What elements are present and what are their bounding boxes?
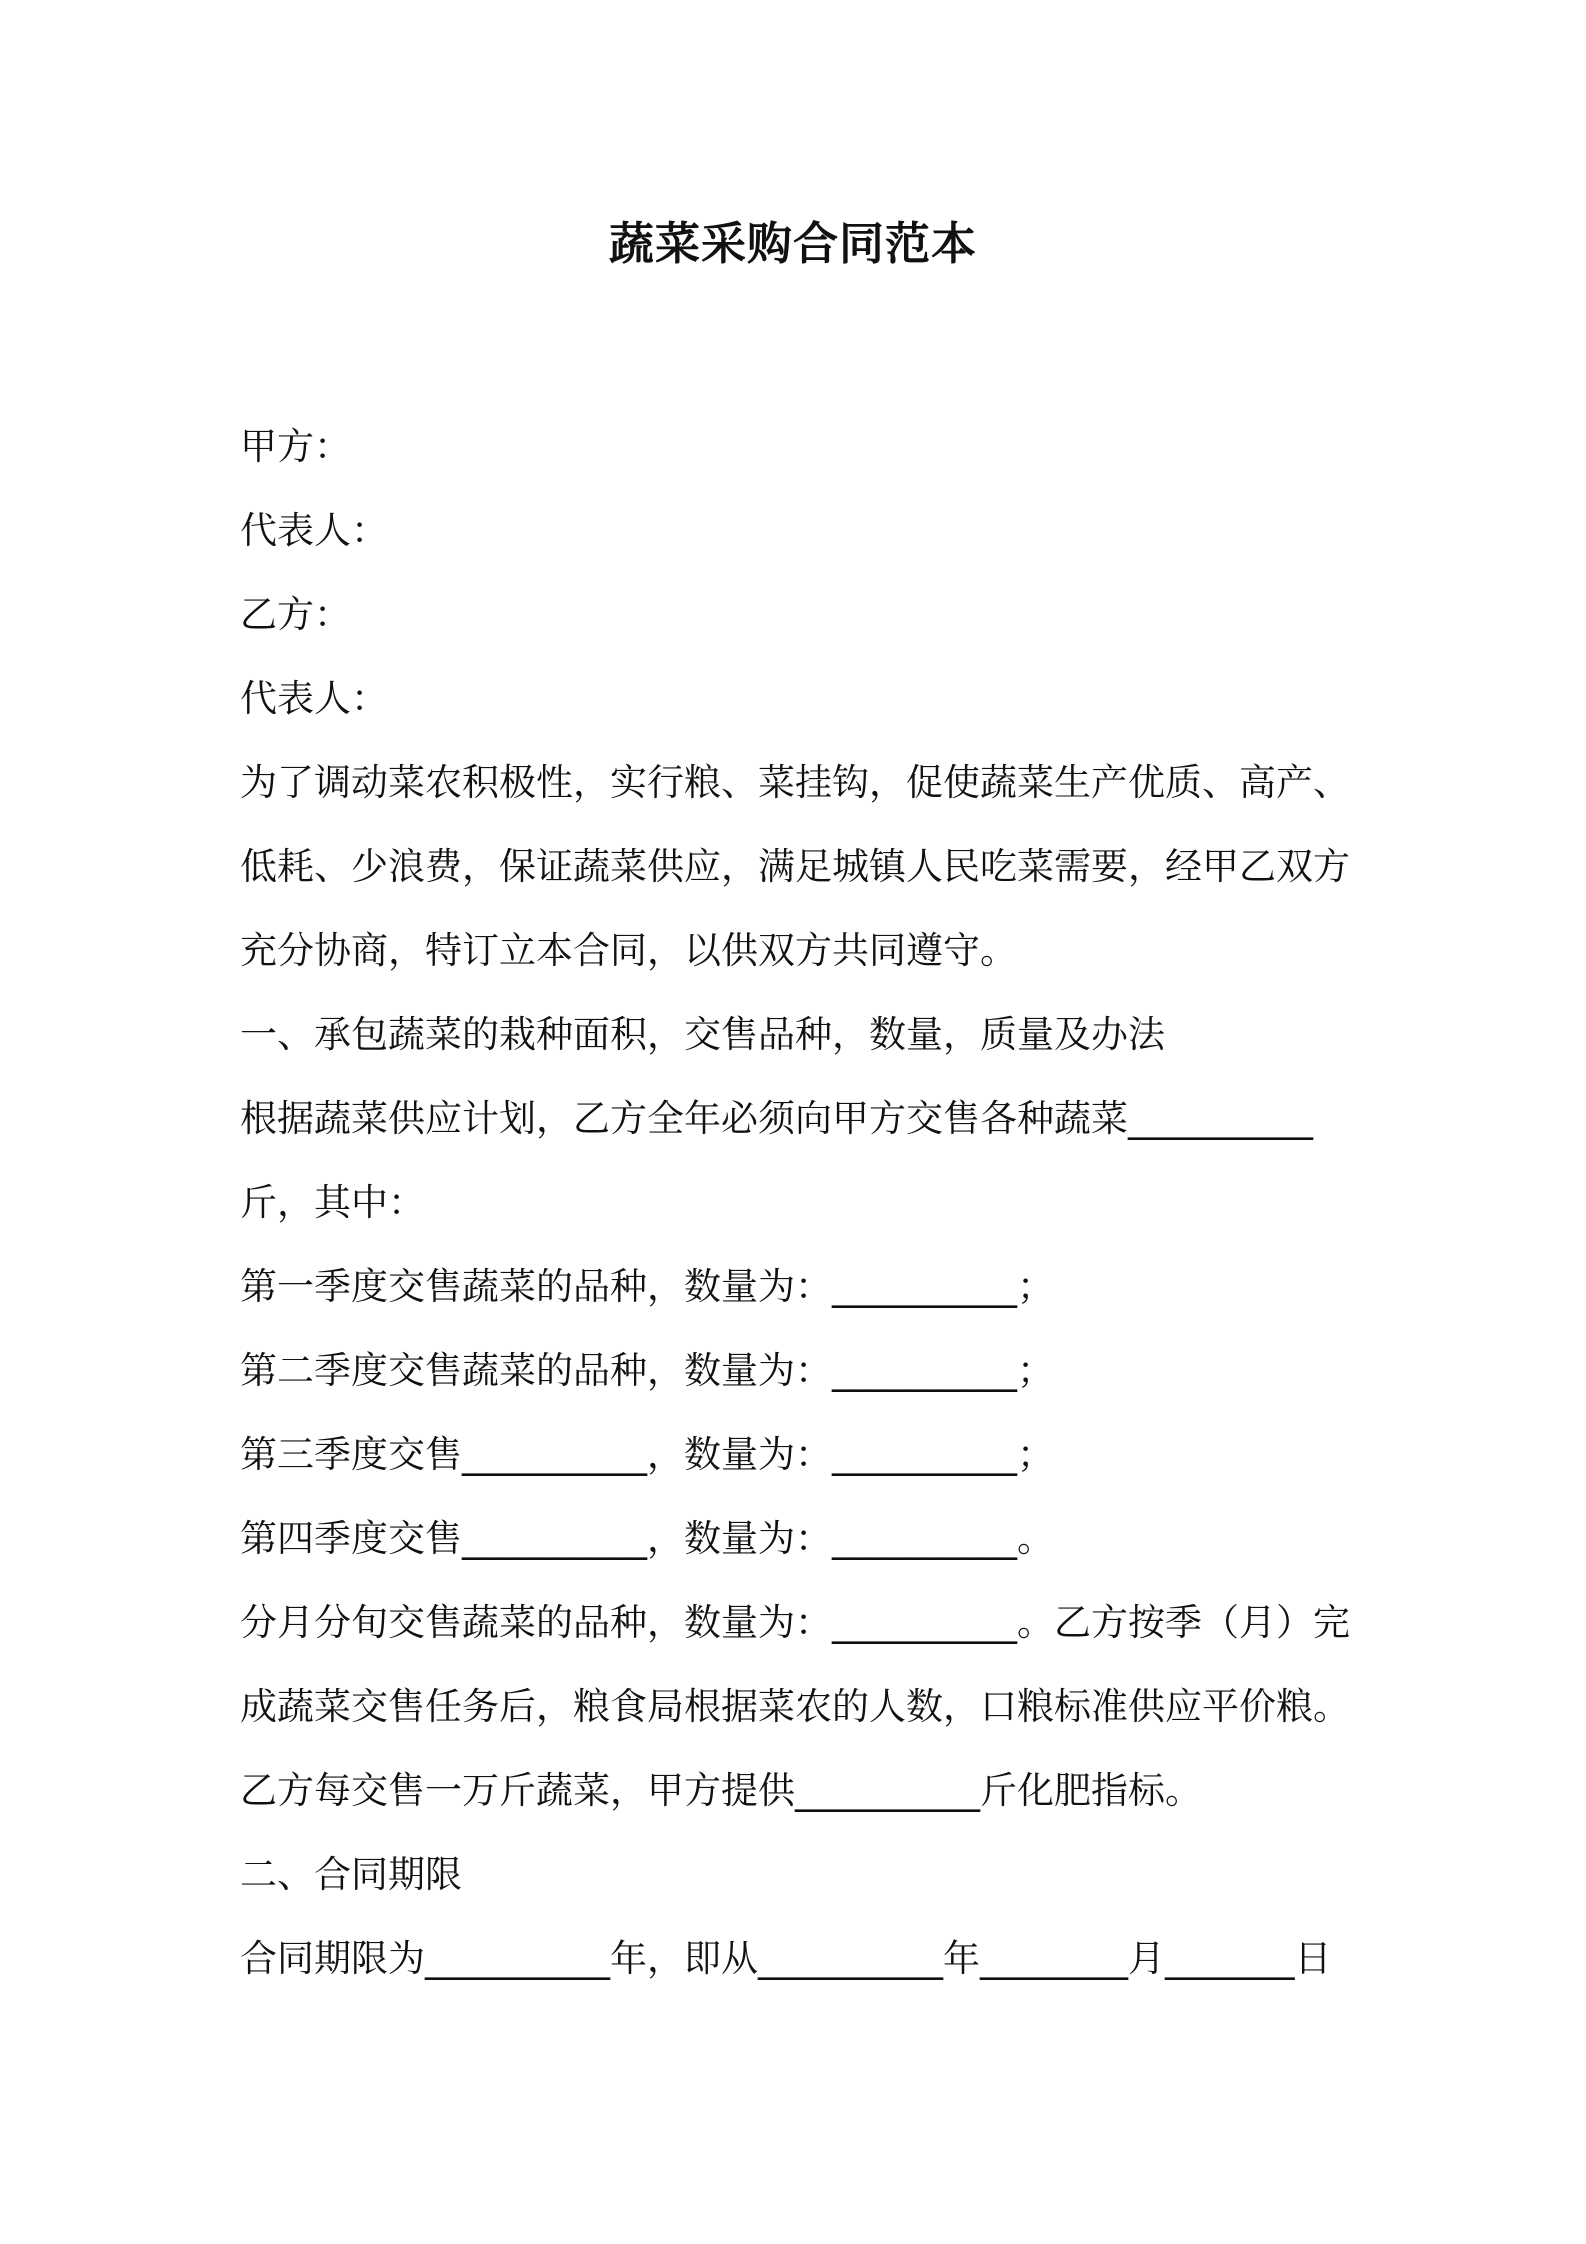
- quarter-3-line: 第三季度交售__________，数量为：__________；: [240, 1433, 1054, 1476]
- section-1-text-1: 根据蔬菜供应计划，乙方全年必须向甲方交售各种蔬菜__________: [240, 1097, 1313, 1140]
- preamble-line-2: 低耗、少浪费，保证蔬菜供应，满足城镇人民吃菜需要，经甲乙双方: [240, 845, 1350, 888]
- monthly-line-1: 分月分旬交售蔬菜的品种，数量为：__________。乙方按季（月）完: [240, 1601, 1350, 1644]
- monthly-line-2: 成蔬菜交售任务后，粮食局根据菜农的人数，口粮标准供应平价粮。: [240, 1685, 1350, 1728]
- section-1-heading: 一、承包蔬菜的栽种面积，交售品种，数量，质量及办法: [240, 1013, 1165, 1056]
- quarter-4-line: 第四季度交售__________，数量为：__________。: [240, 1517, 1054, 1560]
- document-title: 蔬菜采购合同范本: [608, 217, 977, 270]
- party-a-representative-line: 代表人：: [240, 509, 388, 552]
- quarter-1-line: 第一季度交售蔬菜的品种，数量为：__________；: [240, 1265, 1054, 1308]
- party-b-line: 乙方：: [240, 593, 351, 636]
- party-a-line: 甲方：: [240, 425, 351, 468]
- contract-term-line: 合同期限为__________年，即从__________年________月_______日: [240, 1937, 1332, 1980]
- preamble-line-1: 为了调动菜农积极性，实行粮、菜挂钩，促使蔬菜生产优质、高产、: [240, 761, 1350, 804]
- party-b-representative-line: 代表人：: [240, 677, 388, 720]
- section-2-heading: 二、合同期限: [240, 1853, 462, 1896]
- section-1-text-2: 斤，其中：: [240, 1181, 425, 1224]
- document-body: [240, 405, 1362, 2001]
- quarter-2-line: 第二季度交售蔬菜的品种，数量为：__________；: [240, 1349, 1054, 1392]
- preamble-line-3: 充分协商，特订立本合同，以供双方共同遵守。: [240, 929, 1017, 972]
- fertilizer-line: 乙方每交售一万斤蔬菜，甲方提供__________斤化肥指标。: [240, 1769, 1202, 1812]
